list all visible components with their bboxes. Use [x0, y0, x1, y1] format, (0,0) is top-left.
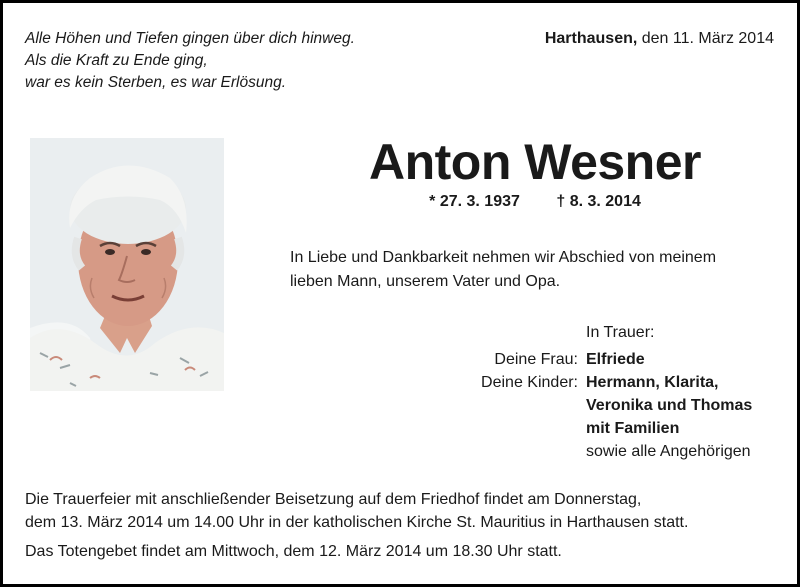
others-row: [440, 440, 752, 463]
poem-line: Alle Höhen und Tiefen gingen über dich hinweg.: [25, 30, 355, 47]
mourning-heading: In Trauer:: [586, 324, 655, 341]
portrait-illustration: [30, 138, 224, 391]
date: den 11. März 2014: [637, 30, 774, 47]
deceased-name: Anton Wesner: [369, 134, 701, 190]
children-row: [440, 371, 752, 394]
funeral-line: Die Trauerfeier mit anschließender Beisetzung auf dem Friedhof findet am Donnerstag,: [25, 491, 642, 508]
children-names: mit Familien: [586, 420, 680, 437]
life-dates: [290, 191, 780, 213]
poem-line: Als die Kraft zu Ende ging,: [25, 52, 208, 69]
prayer-notice: Das Totengebet findet am Mittwoch, dem 12. März 2014 um 18.30 Uhr statt.: [25, 543, 562, 560]
children-label: Deine Kinder:: [481, 374, 578, 391]
children-names: Hermann, Klarita,: [586, 374, 719, 391]
poem-line: war es kein Sterben, es war Erlösung.: [25, 74, 287, 91]
funeral-notice: [25, 488, 775, 534]
children-names: Veronika und Thomas: [586, 397, 753, 414]
death-date: † 8. 3. 2014: [556, 193, 641, 210]
birth-date: * 27. 3. 1937: [429, 193, 520, 210]
children-row-cont: [440, 417, 752, 440]
mourners-list: [440, 348, 752, 463]
wife-name: Elfriede: [586, 351, 645, 368]
portrait-photo: [30, 138, 224, 391]
children-row-cont: [440, 394, 752, 417]
place: Harthausen,: [544, 30, 638, 47]
place-and-date: [545, 28, 774, 50]
farewell-text: [290, 246, 776, 294]
other-relatives: sowie alle Angehörigen: [586, 443, 751, 460]
wife-row: [440, 348, 752, 371]
memorial-poem: [25, 28, 355, 94]
farewell-line: In Liebe und Dankbarkeit nehmen wir Abschied von meinem: [290, 249, 717, 266]
farewell-line: lieben Mann, unserem Vater und Opa.: [290, 273, 561, 290]
wife-label: Deine Frau:: [494, 351, 578, 368]
funeral-line: dem 13. März 2014 um 14.00 Uhr in der katholischen Kirche St. Mauritius in Harthausen statt.: [25, 514, 689, 531]
